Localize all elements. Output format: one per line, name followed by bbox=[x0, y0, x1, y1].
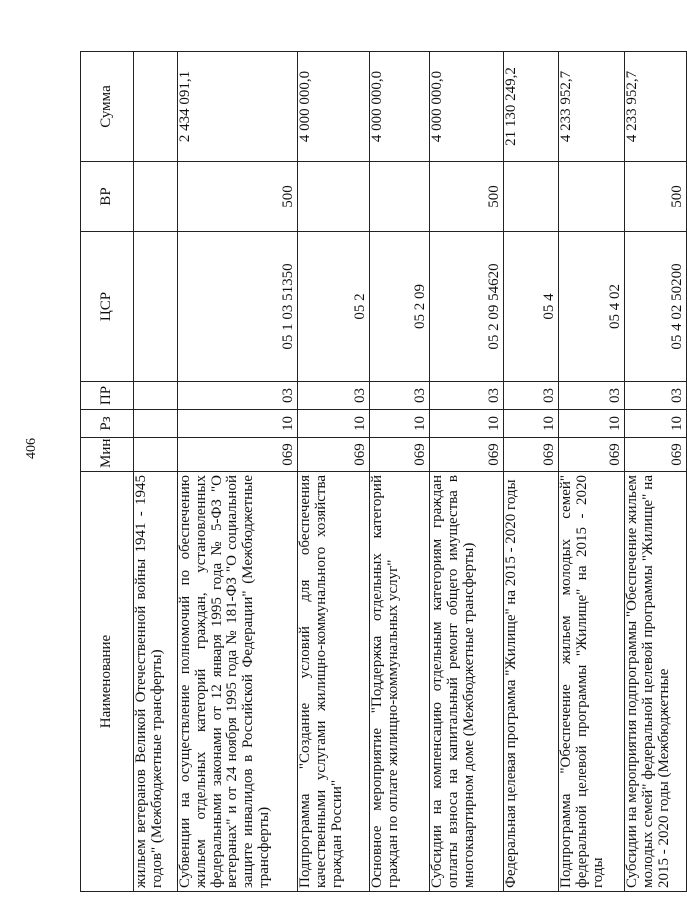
cell-min: 069 bbox=[298, 438, 370, 472]
table-row bbox=[559, 52, 625, 892]
cell-min: 069 bbox=[370, 438, 430, 472]
cell-name: Субсидии на компенсацию отдельным категориям граждан оплаты взноса на капитальный ремонт общего имущества в многоквартирном доме (Межбюджетные трансферты) bbox=[430, 472, 504, 892]
cell-name: Основное мероприятие "Поддержка отдельных категорий граждан по оплате жилищно-коммунальных услуг" bbox=[370, 472, 430, 892]
table-row bbox=[178, 52, 298, 892]
cell-csr: 05 4 bbox=[504, 232, 559, 382]
cell-name: Федеральная целевая программа "Жилище" на 2015 - 2020 годы bbox=[504, 472, 559, 892]
cell-rz bbox=[134, 410, 178, 438]
cell-csr: 05 2 09 54620 bbox=[430, 232, 504, 382]
cell-pr: 03 bbox=[298, 382, 370, 410]
cell-vr bbox=[298, 162, 370, 232]
table-row bbox=[134, 52, 178, 892]
header-min: Мин bbox=[81, 438, 134, 472]
cell-csr: 05 4 02 bbox=[559, 232, 625, 382]
table-row bbox=[504, 52, 559, 892]
cell-csr bbox=[134, 232, 178, 382]
cell-pr: 03 bbox=[370, 382, 430, 410]
cell-sum: 4 000 000,0 bbox=[430, 52, 504, 162]
cell-vr bbox=[504, 162, 559, 232]
table-row bbox=[430, 52, 504, 892]
table-header-row bbox=[81, 52, 134, 892]
cell-min: 069 bbox=[559, 438, 625, 472]
cell-sum: 4 000 000,0 bbox=[370, 52, 430, 162]
cell-csr: 05 1 03 51350 bbox=[178, 232, 298, 382]
cell-name: Субвенции на осуществление полномочий по обеспечению жильем отдельных категорий граждан, установленных федеральными законами от 12 января 1995 года № 5-ФЗ "О ветеранах" и от 24 ноября 1995 года № 181-ФЗ "О социальной защите инвалидов в Российской Федерации" (Межбюджетные трансферты) bbox=[178, 472, 298, 892]
table-row bbox=[625, 52, 687, 892]
cell-min: 069 bbox=[625, 438, 687, 472]
header-sum: Сумма bbox=[81, 52, 134, 162]
cell-sum bbox=[134, 52, 178, 162]
cell-pr: 03 bbox=[504, 382, 559, 410]
cell-sum: 4 233 952,7 bbox=[559, 52, 625, 162]
cell-vr bbox=[134, 162, 178, 232]
header-vr: ВР bbox=[81, 162, 134, 232]
header-csr: ЦСР bbox=[81, 232, 134, 382]
cell-name: Подпрограмма "Создание условий для обеспечения качественными услугами жилищно-коммунального хозяйства граждан России" bbox=[298, 472, 370, 892]
cell-sum: 4 233 952,7 bbox=[625, 52, 687, 162]
cell-rz: 10 bbox=[370, 410, 430, 438]
cell-pr bbox=[134, 382, 178, 410]
header-name: Наименование bbox=[81, 472, 134, 892]
cell-sum: 2 434 091,1 bbox=[178, 52, 298, 162]
cell-sum: 21 130 249,2 bbox=[504, 52, 559, 162]
cell-min: 069 bbox=[504, 438, 559, 472]
cell-rz: 10 bbox=[625, 410, 687, 438]
cell-rz: 10 bbox=[504, 410, 559, 438]
cell-rz: 10 bbox=[430, 410, 504, 438]
cell-rz: 10 bbox=[298, 410, 370, 438]
budget-table bbox=[80, 51, 687, 892]
cell-name: Подпрограмма "Обеспечение жильем молодых семей" федеральной целевой программы "Жилище" на 2015 - 2020 годы bbox=[559, 472, 625, 892]
header-rz: Рз bbox=[81, 410, 134, 438]
table-row bbox=[370, 52, 430, 892]
rotated-page bbox=[80, 52, 686, 892]
table-row bbox=[298, 52, 370, 892]
cell-csr: 05 2 09 bbox=[370, 232, 430, 382]
page-number: 406 bbox=[24, 438, 39, 459]
cell-rz: 10 bbox=[178, 410, 298, 438]
cell-vr bbox=[559, 162, 625, 232]
cell-vr: 500 bbox=[625, 162, 687, 232]
cell-pr: 03 bbox=[625, 382, 687, 410]
cell-min: 069 bbox=[430, 438, 504, 472]
cell-vr: 500 bbox=[430, 162, 504, 232]
cell-vr bbox=[370, 162, 430, 232]
cell-name: жильем ветеранов Великой Отечественной войны 1941 - 1945 годов" (Межбюджетные трансферты) bbox=[134, 472, 178, 892]
header-pr: ПР bbox=[81, 382, 134, 410]
cell-vr: 500 bbox=[178, 162, 298, 232]
cell-min: 069 bbox=[178, 438, 298, 472]
cell-min bbox=[134, 438, 178, 472]
cell-pr: 03 bbox=[430, 382, 504, 410]
cell-pr: 03 bbox=[178, 382, 298, 410]
cell-csr: 05 4 02 50200 bbox=[625, 232, 687, 382]
cell-sum: 4 000 000,0 bbox=[298, 52, 370, 162]
cell-name: Субсидии на мероприятия подпрограммы "Обеспечение жильем молодых семей" федеральной целевой программы "Жилище" на 2015 - 2020 годы (Межбюджетные bbox=[625, 472, 687, 892]
cell-rz: 10 bbox=[559, 410, 625, 438]
cell-csr: 05 2 bbox=[298, 232, 370, 382]
cell-pr: 03 bbox=[559, 382, 625, 410]
